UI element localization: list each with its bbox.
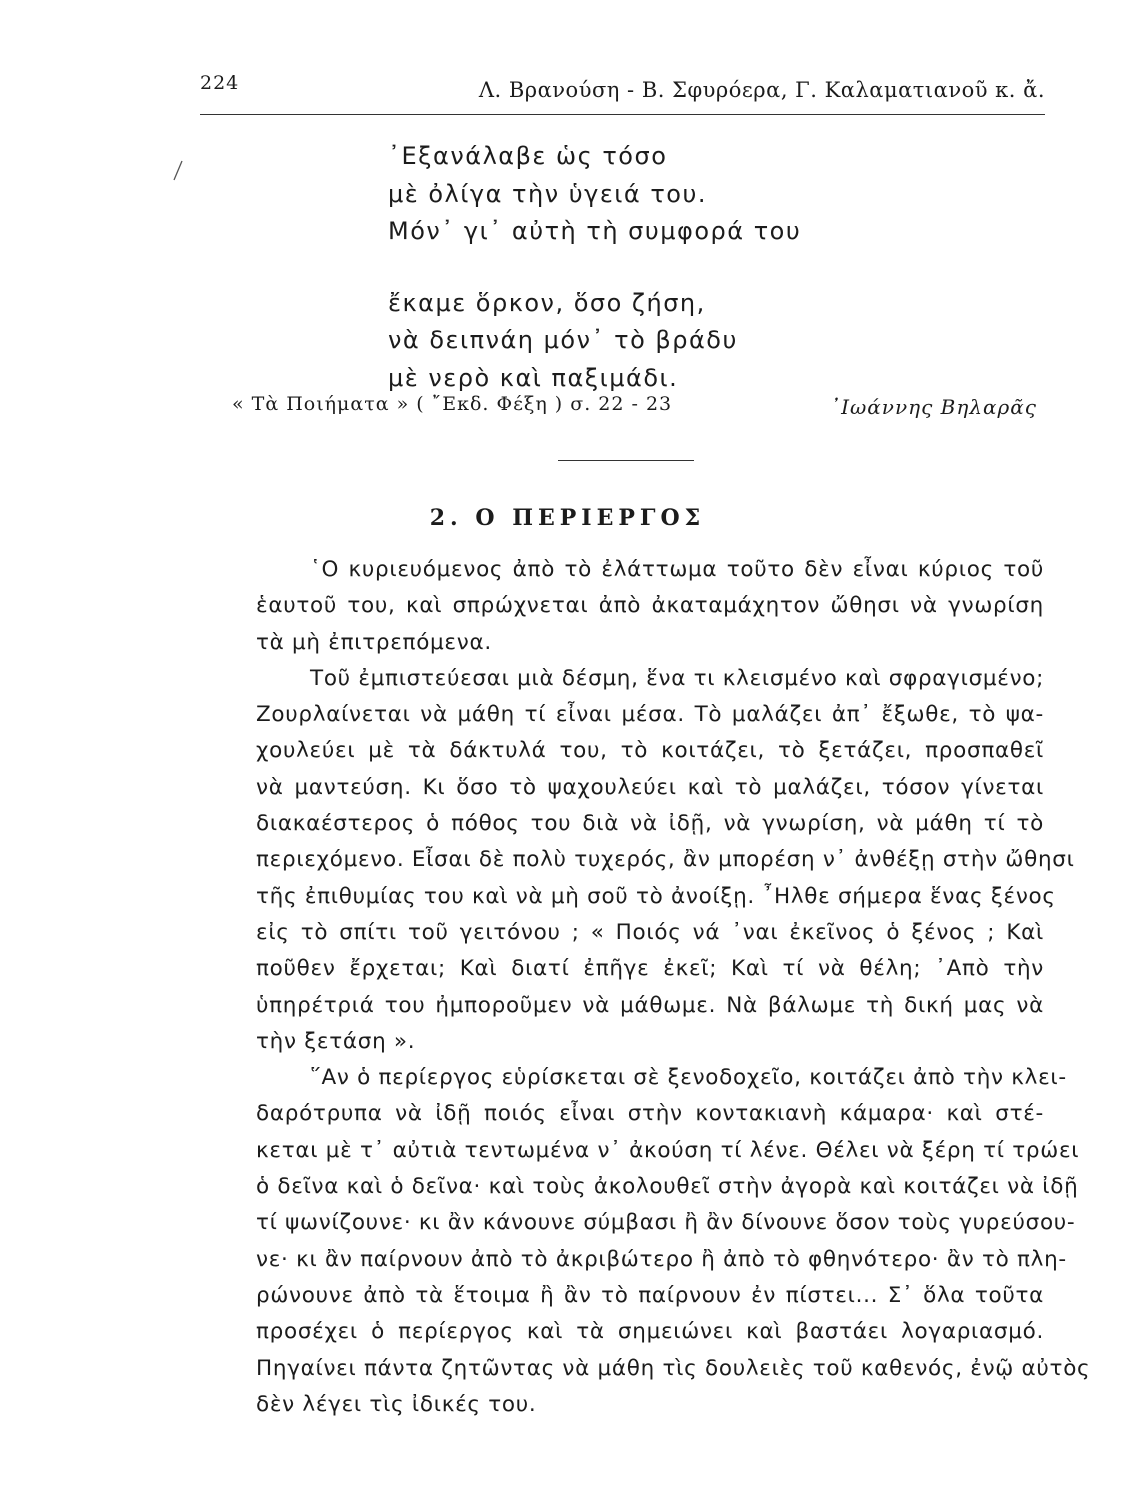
text-line: ῾Ο κυριευόμενος ἀπὸ τὸ ἐλάττωμα τοῦτο δὲν εἶναι κύριος τοῦ	[310, 557, 1044, 582]
text-line: ὁ δεῖνα καὶ ὁ δεῖνα· καὶ τοὺς ἀκολουθεῖ στὴν ἀγορὰ καὶ κοιτάζει νὰ ἰδῇ	[256, 1174, 1079, 1200]
poem-stanza	[388, 138, 801, 251]
text-line: νε· κι ἂν παίρνουν ἀπὸ τὸ ἀκριβώτερο ἢ ἀπὸ τὸ φθηνότερο· ἂν τὸ πλη-	[256, 1246, 1067, 1272]
text-line: ὑπηρέτριά του ἠμποροῦμεν νὰ μάθωμε. Νὰ βάλωμε τὴ δική μας νὰ	[256, 992, 1044, 1018]
text-line: χουλεύει μὲ τὰ δάκτυλά του, τὸ κοιτάζει, τὸ ξετάζει, προσπαθεῖ	[256, 738, 1044, 764]
text-line: Πηγαίνει πάντα ζητῶντας νὰ μάθη τὶς δουλειὲς τοῦ καθενός, ἐνῷ αὐτὸς	[256, 1355, 1091, 1381]
text-line: κεται μὲ τ᾿ αὐτιὰ τεντωμένα ν᾿ ἀκούση τί λένε. Θέλει νὰ ξέρη τί τρώει	[256, 1137, 1080, 1163]
paragraph	[202, 552, 1044, 661]
poem-citation	[232, 393, 1037, 421]
text-line: δαρότρυπα νὰ ἰδῇ ποιός εἶναι στὴν κοντακιανὴ κάμαρα· καὶ στέ-	[256, 1101, 1044, 1127]
pencil-mark-icon	[172, 160, 184, 182]
poem	[388, 138, 801, 397]
citation-source: « Τὰ Ποιήματα » ( ῎Εκδ. Φέξη ) σ. 22 - 23	[232, 393, 673, 415]
section-divider	[558, 460, 694, 461]
poem-line: νὰ δειπνάη μόν᾿ τὸ βράδυ	[388, 326, 738, 354]
poem-line: Μόν᾿ γι᾿ αὐτὴ τὴ συμφορά του	[388, 217, 802, 245]
text-line: τί ψωνίζουνε· κι ἂν κάνουνε σύμβασι ἢ ἂν δίνουνε ὅσον τοὺς γυρεύσου-	[256, 1210, 1076, 1236]
paragraph	[202, 661, 1075, 1060]
text-line: περιεχόμενο. Εἶσαι δὲ πολὺ τυχερός, ἂν μπορέση ν᾿ ἀνθέξῃ στὴν ὤθησι	[256, 847, 1075, 873]
text-line: διακαέστερος ὁ πόθος του διὰ νὰ ἰδῇ, νὰ γνωρίση, νὰ μάθη τί τὸ	[256, 811, 1044, 837]
running-head: Λ. Βρανούση - Β. Σφυρόερα, Γ. Καλαματιανοῦ κ. ἄ.	[478, 78, 1045, 102]
section-body	[202, 552, 1091, 1423]
text-line: ἑαυτοῦ του, καὶ σπρώχνεται ἀπὸ ἀκαταμάχητον ὤθησι νὰ γνωρίση	[256, 593, 1044, 619]
text-line: ρώνουνε ἀπὸ τὰ ἕτοιμα ἢ ἂν τὸ παίρνουν ἐν πίστει... Σ᾿ ὅλα τοῦτα	[256, 1282, 1044, 1308]
poem-stanza	[388, 285, 801, 398]
text-line: Ζουρλαίνεται νὰ μάθη τί εἶναι μέσα. Τὸ μαλάζει ἀπ᾿ ἔξωθε, τὸ ψα-	[256, 702, 1044, 728]
text-line: τὴν ξετάση ».	[256, 1028, 416, 1054]
page-header	[200, 70, 1045, 115]
poem-line: ᾿Εξανάλαβε ὡς τόσο	[388, 142, 668, 170]
poem-line: μὲ ὀλίγα τὴν ὑγειά του.	[388, 179, 708, 208]
text-line: Τοῦ ἐμπιστεύεσαι μιὰ δέσμη, ἕνα τι κλεισμένο καὶ σφραγισμένο;	[310, 665, 1045, 691]
poem-line: μὲ νερὸ καὶ παξιμάδι.	[388, 363, 679, 392]
text-line: προσέχει ὁ περίεργος καὶ τὰ σημειώνει καὶ βαστάει λογαριασμό.	[256, 1319, 1044, 1345]
text-line: δὲν λέγει τὶς ἰδικές του.	[256, 1391, 537, 1417]
citation-author: ᾿Ιωάννης Βηλαρᾶς	[830, 395, 1037, 419]
page-number: 224	[200, 72, 240, 94]
text-line: ποῦθεν ἔρχεται; Καὶ διατί ἐπῆγε ἐκεῖ; Καὶ τί νὰ θέλη; ᾿Απὸ τὴν	[256, 956, 1044, 982]
text-line: νὰ μαντεύση. Κι ὅσο τὸ ψαχουλεύει καὶ τὸ μαλάζει, τόσον γίνεται	[256, 774, 1044, 800]
poem-line: ἔκαμε ὅρκον, ὅσο ζήση,	[388, 288, 706, 317]
section-title: 2. Ο ΠΕΡΙΕΡΓΟΣ	[429, 505, 706, 531]
paragraph	[202, 1060, 1091, 1423]
text-line: τῆς ἐπιθυμίας του καὶ νὰ μὴ σοῦ τὸ ἀνοίξῃ. ῏Ηλθε σήμερα ἕνας ξένος	[256, 883, 1056, 909]
text-line: ῞Αν ὁ περίεργος εὑρίσκεται σὲ ξενοδοχεῖο, κοιτάζει ἀπὸ τὴν κλει-	[310, 1065, 1067, 1091]
text-line: τὰ μὴ ἐπιτρεπόμενα.	[256, 629, 492, 655]
text-line: εἰς τὸ σπίτι τοῦ γειτόνου ; « Ποιός νά ᾿ναι ἐκεῖνος ὁ ξένος ; Καὶ	[256, 919, 1044, 945]
